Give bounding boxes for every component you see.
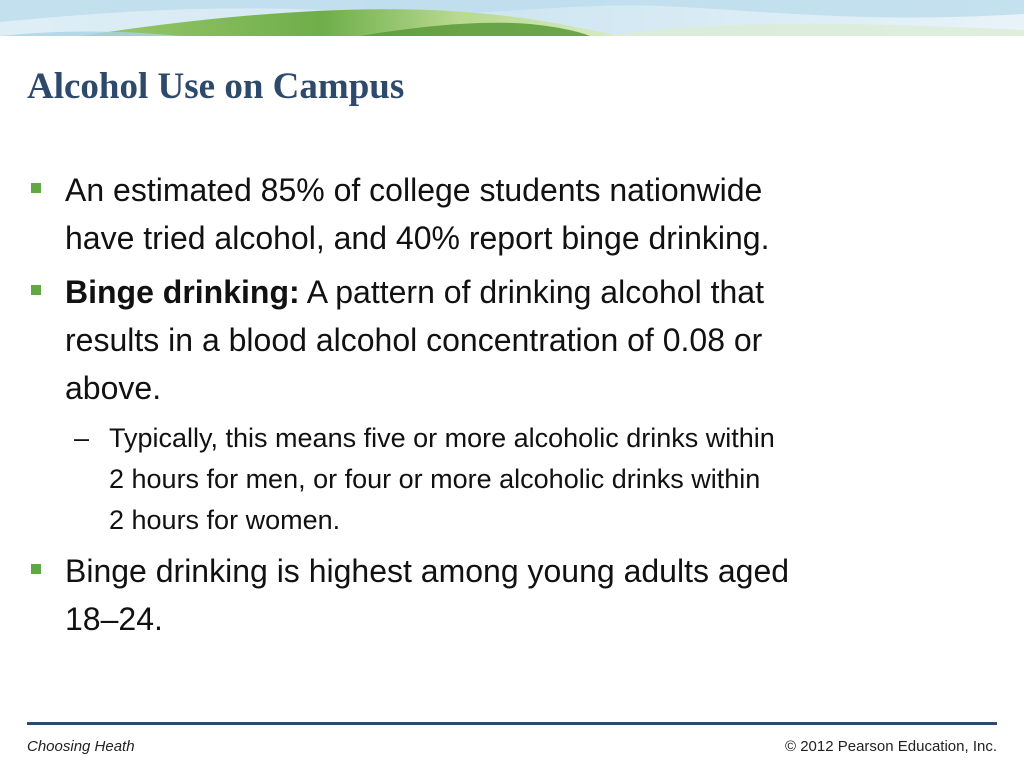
dash-bullet-icon: – — [74, 423, 90, 453]
footer-divider — [27, 722, 997, 725]
square-bullet-icon — [31, 285, 41, 295]
bullet-text-line — [65, 268, 984, 316]
bullet-item — [0, 268, 1024, 541]
decorative-wave-banner — [0, 0, 1024, 36]
footer-source: Choosing Heath — [27, 738, 135, 755]
sub-bullet-text-line: Typically, this means five or more alcoholic drinks within — [109, 423, 775, 453]
footer-copyright: © 2012 Pearson Education, Inc. — [784, 738, 997, 755]
bullet-list — [0, 166, 1024, 649]
sub-bullet-item — [74, 418, 984, 541]
bullet-text-line: Binge drinking is highest among young adults aged — [65, 553, 790, 589]
square-bullet-icon — [31, 564, 41, 574]
bullet-text-line: 18–24. — [65, 601, 163, 637]
definition-text: A pattern of drinking alcohol that — [299, 274, 764, 310]
bullet-text-line: have tried alcohol, and 40% report binge drinking. — [65, 220, 770, 256]
bullet-item — [0, 547, 1024, 643]
bullet-text-line: An estimated 85% of college students nationwide — [65, 172, 763, 208]
definition-term: Binge drinking: — [65, 274, 300, 310]
slide-title: Alcohol Use on Campus — [27, 66, 405, 107]
bullet-text-line: results in a blood alcohol concentration of 0.08 or — [65, 322, 763, 358]
square-bullet-icon — [31, 183, 41, 193]
bullet-text-line: above. — [65, 370, 162, 406]
bullet-item — [0, 166, 1024, 262]
sub-bullet-text-line: 2 hours for women. — [109, 505, 341, 535]
sub-bullet-list — [65, 418, 984, 541]
sub-bullet-text-line: 2 hours for men, or four or more alcoholic drinks within — [109, 464, 761, 494]
